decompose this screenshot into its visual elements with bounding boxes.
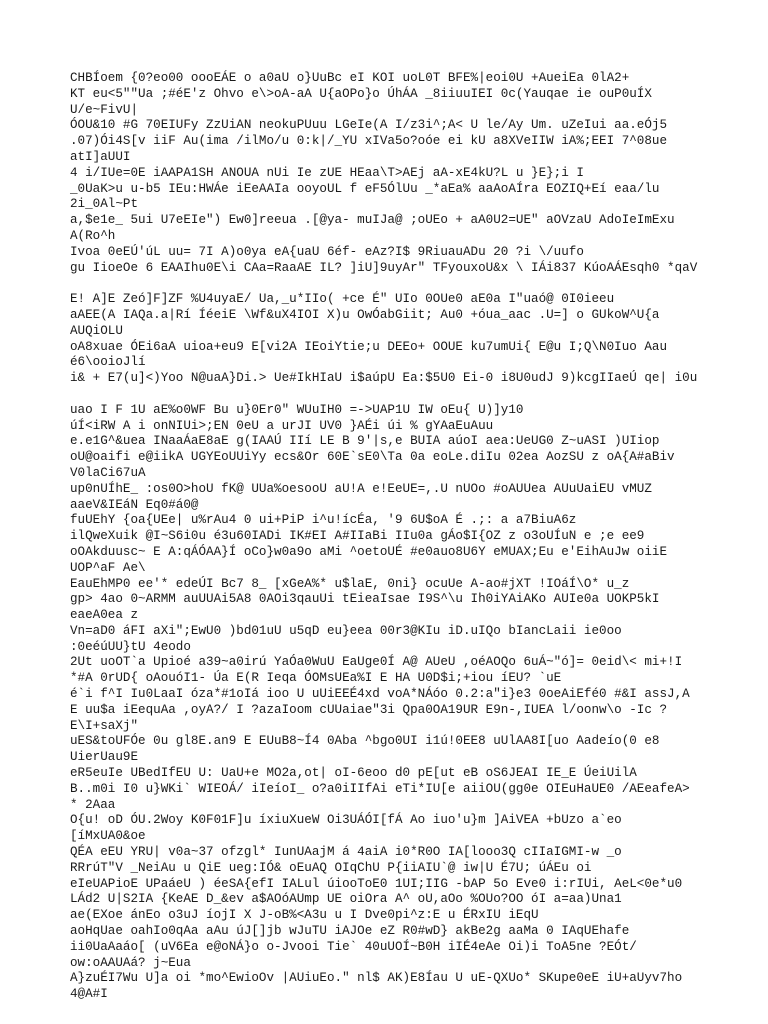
text-line: ow:oAAUAá? j~Eua [70,955,191,970]
body-text [70,71,760,1003]
text-line: uES&toUFÓe 0u gl8E.an9 E EUuB8~Í4 0Aba ^bgo0UI i1ú!0EE8 uUlAA8I[uo Aadeío(0 e8 [70,734,660,749]
text-line: _0UaK>u u-b5 IEu:HWÁe iEeAAIa ooyoUL f eF5ÓlUu _*aEa% aaAoAÍra EOZIQ+Eí eaa/lu [70,181,660,196]
text-line: 4@A#I [70,987,108,1002]
text-line: EauEhMP0 ee'* edeÚI Bc7 8_ [xGeA%* u$laE, 0ni} ocuUe A-ao#jXT !IOáÍ\O* u_z [70,576,630,591]
text-line: a,$e1e_ 5ui U7eEIe") Ew0]reeua .[@ya- muIJa@ ;oUEo + aA0U2=UE" aOVzaU AdoIeImExu [70,213,675,228]
text-line: * 2Aaa [70,797,116,812]
text-line: U/e~FivU| [70,102,139,117]
text-line: é`i f^I Iu0LaaI óza*#1oIá ioo U uUiEEÉ4xd voA*NÁóo 0.2:a"i}e3 0oeAiEfé0 #&I assJ,A [70,687,690,702]
text-line: eR5euIe UBedIfEU U: UaU+e MO2a,ot| oI-6eoo d0 pE[ut eB oS6JEAI IE_E ÚeiUilA [70,766,637,781]
text-line: KT eu<5""Ua ;#éE'z Ohvo e\>oA-aA U{aOPo}o ÚhÁA _8iiuuIEI 0c(Yauqae ie ouP0uÍX [70,86,652,101]
text-line: gu IioeOe 6 EAAIhu0E\i CAa=RaaAE IL? ]iU]9uyAr" TFyouxoU&x \ IÁi837 KúoAÁEsqh0 *qaV [70,260,698,275]
text-line: aoHqUae oahIo0qAa aAu úJ[]jb wJuTU iAJOe eZ R0#wD} akBe2g aaMa 0 IAqUEhafe [70,924,630,939]
text-line: *#A 0rUD{ oAouóI1- Úa E(R Ieqa ÓOMsUEa%I E HA U0D$i;+iou íEU? `uE [70,671,562,686]
text-line: gp> 4ao 0~ARMM auUUAi5A8 0AOi3qauUi tEieaIsae I9S^\u Ih0iYAiAKo AUIe0a UOKP5kI [70,592,660,607]
text-line: RRrúT"V _NeiAu u QiE ueg:IÓ& oEuAQ OIqChU P{iiAIU`@ iw|U É7U; úÁEu oi [70,860,592,875]
text-line: eIeUAPioE UPaáeU ) éeSA{efI IALul úiooToE0 1UI;IIG -bAP 5o Eve0 i:rIUi, AeL<0e*u0 [70,876,683,891]
text-line: B..m0i I0 u}WKi` WIEOÁ/ iIeíoI_ o?a0iIIfAi eTi*IU[e aiiOU(gg0e OIEuHaUE0 /AEeafeA> [70,781,690,796]
text-line [70,276,760,292]
text-line: atI]aUUI [70,149,131,164]
text-line: oU@oaifi e@iikA UGYEoUUiYy ecs&Or 60E`sE0\Ta 0a eoLe.diIu 02ea AozSU z oA{A#aBiv [70,450,675,465]
text-line: UOP^aF Ae\ [70,560,146,575]
text-line: QÉA eEU YRU| v0a~37 ofzgl* IunUAajM á 4aiA i0*R0O IA[looo3Q cIIaIGMI-w _o [70,845,622,860]
text-line: up0nUÍhE_ :os0O>hoU fK@ UUa%oesooU aU!A e!EeUE=,.U nUOo #oAUUea AUuUaiEU vMUZ [70,481,652,496]
text-line: E\I+saXj" [70,718,139,733]
text-line: fuUEhY {oa{UEe| u%rAu4 0 ui+PiP i^u!ícÉa, '9 6U$oA É .;: a a7BiuA6z [70,513,577,528]
text-line: [íMxUA0&oe [70,829,146,844]
text-line: é6\ooioJlí [70,355,146,370]
text-line: 4 i/IUe=0E iAAPA1SH ANOUA nUi Ie zUE HEaa\T>AEj aA-xE4kU?L u }E};i I [70,165,584,180]
text-line: ilQweXuik @I~S6i0u é3u60IADi IK#EI A#IIaBi IIu0a gÁo$I{OZ z o3oUÍuN e ;e ee9 [70,529,645,544]
text-line: V0laCi67uA [70,465,146,480]
text-line: e.e1G^&uea INaaÁaE8aE g(IAAÚ IIí LE B 9'|s,e BUIA aúoI aea:UeUG0 Z~uASI )UIiop [70,434,660,449]
text-line: uao I F 1U aE%o0WF Bu u}0Er0" WUuIH0 =->UAP1U IW oEu{ U)]y10 [70,402,524,417]
text-line: E uu$a iEequAa ,oyA?/ I ?azaIoom cUUaiae"3i Qpa0OA19UR E9n-,IUEA l/oonw\o -Ic ? [70,702,668,717]
text-line: eaeA0ea z [70,608,139,623]
text-line: O{u! oD ÓU.2Woy K0F01F]u íxiuXueW Oi3UÁÓI[fÁ Ao iuo'u}m ]AiVEA +bUzo a`eo [70,813,622,828]
text-line: A(Ro^h [70,228,116,243]
text-line: Ivoa 0eEÚ'úL uu= 7I A)o0ya eA{uaU 6éf- eAz?I$ 9RiuauADu 20 ?i \/uufo [70,244,584,259]
text-line: CHBÍoem {0?eo00 oooEÁE o a0aU o}UuBc eI KOI uoL0T BFE%|eoi0U +AueiEa 0lA2+ [70,71,630,85]
text-line: Vn=aD0 áFI aXi";EwU0 )bd01uU u5qD eu}eea 00r3@KIu iD.uIQo bIancLaii ie0oo [70,623,622,638]
text-line: ii0UaAaáo[ (uV6Ea e@oNÁ}o o-Jvooi Tie` 40uUOÍ~B0H iIÉ4eAe Oi)i ToA5ne ?EÓt/ [70,939,637,954]
text-line: UierUau9E [70,750,139,765]
text-line: ÓOU&10 #G 70EIUFy ZzUiAN neokuPUuu LGeIe(A I/z3i^;A< U le/Ay Um. uZeIui aa.eÓj5 [70,118,668,133]
text-line: :0eéúUU}tU 4eodo [70,639,191,654]
text-line: oA8xuae ÓEi6aA uioa+eu9 E[vi2A IEoiYtie;u DEEo+ OOUE ku7umUi{ E@u I;Q\N0Iuo Aau [70,339,668,354]
text-line: E! A]E Zeó]F]ZF %U4uyaE/ Ua,_u*IIo( +ce É" UIo 0OUe0 aE0a I"uaó@ 0I0ieeu [70,292,615,307]
text-line: 2i_0Al~Pt [70,197,139,212]
text-line: oOAkduusc~ E A:qÁÓAA}Í oCo}w0a9o aMi ^oetoUÉ #e0auo8U6Y eMUAX;Eu e'EihAuJw oiiE [70,544,668,559]
text-line: ae(EXoe ánEo o3uJ íojI X J-oB%<A3u u I Dve0pi^z:E u ÉRxIU iEqU [70,908,539,923]
text-line: úÍ<iRW A i onNIUi>;EN 0eU a urJI UV0 }AÉi úi % gYAaEuAuu [70,418,494,433]
text-line: i& + E7(u]<)Yoo N@uaA}Di.> Ue#IkHIaU i$aúpU Ea:$5U0 Ei-0 i8U0udJ 9)kcgIIaeÚ qe| i0u [70,371,698,386]
text-line: aaeV&IEáN Eq0#á0@ [70,497,199,512]
text-line: AUQiOLU [70,323,123,338]
text-line: 2Ut uoOT`a Upioé a39~a0irú YaÓa0WuU EaUge0Í A@ AUeU ,oéAOQo 6uÁ~"ó]= 0eid\< mi+!I [70,655,683,670]
text-line: aAEE(A IAQa.a|Rí ÍéeiE \Wf&uX4IOI X)u OwÓabGiit; Au0 +óua_aac .U=] o GUkoW^U{a [70,307,660,322]
text-line: A}zuÉI7Wu U]a oi *mo^EwioOv |AUiuEo." nl$ AK)E8Íau U uE-QXUo* SKupe0eE iU+aUyv7ho [70,971,683,986]
text-line: .07)Ói4S[v iiF Au(ima /ilMo/u 0:k|/_YU xIVa5o?oóe ei kU a8XVeIIW iA%;EEI 7^08ue [70,134,668,149]
text-line [70,387,760,403]
text-line: LÁd2 U|S2IA {KeAE D_&ev a$AOóAUmp UE oiOra A^ oU,aOo %OUo?OO óI a=aa)Una1 [70,892,622,907]
